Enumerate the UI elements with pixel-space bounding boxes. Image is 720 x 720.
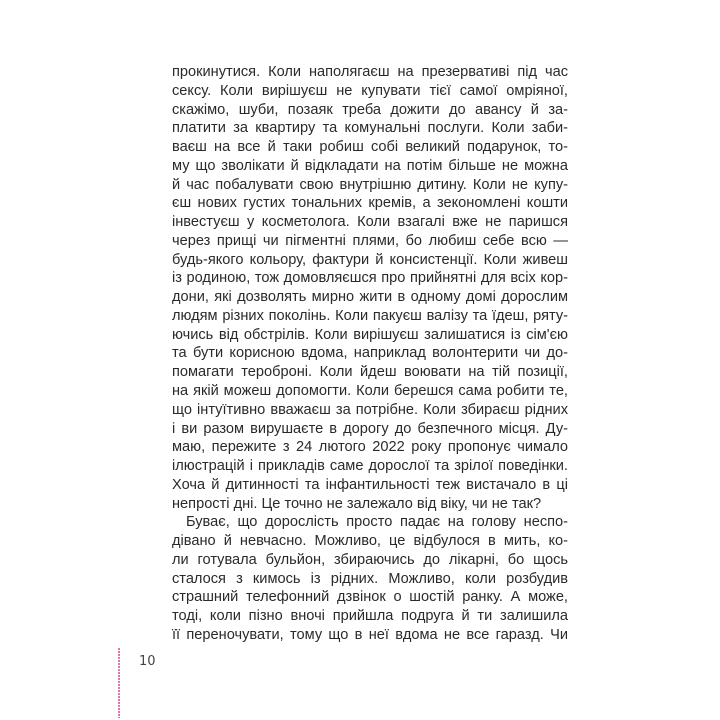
text-line: і ви разом вирушаєте в дорогу до безпечного місця. Ду- xyxy=(172,420,568,437)
text-line: що інтуїтивно вважаєш за потрібне. Коли збираєш рідних xyxy=(172,401,568,418)
text-line: будь-якого кольору, фактури й консистенції. Коли живеш xyxy=(172,251,568,268)
text-line: ючись від обстрілів. Коли вирішуєш залишатися із сім'єю xyxy=(172,326,568,343)
text-line: тоді, коли пізно вночі прийшла подруга й ти залишила xyxy=(172,608,568,625)
page-number: 10 xyxy=(139,654,156,669)
text-line: людям різних поколінь. Коли пакуєш валізу та їдеш, ряту- xyxy=(172,307,568,324)
text-line: прокинутися. Коли наполягаєш на презервативі під час xyxy=(172,64,568,80)
text-line: му що зволікати й відкладати на потім більше не можна xyxy=(172,157,568,174)
text-line: інвестуєш у косметолога. Коли взагалі вже не паришся xyxy=(172,214,568,231)
page-body-text xyxy=(172,63,568,645)
text-line: дівано й невчасно. Можливо, це відбулося в мить, ко- xyxy=(172,533,568,550)
text-line: й час побалувати свою внутрішню дитину. Коли не купу- xyxy=(172,176,568,193)
text-line: сексу. Коли вирішуєш не купувати тієї самої омріяної, xyxy=(172,82,568,99)
side-margin-mark xyxy=(118,648,120,718)
text-line: сталося з кимось із рідних. Можливо, коли розбудив xyxy=(172,570,568,587)
text-line: непрості дні. Це точно не залежало від віку, чи не так? xyxy=(172,495,542,512)
text-line: страшний телефонний дзвінок о шостій ранку. А може, xyxy=(172,589,568,606)
text-line: Хоча й дитинності та інфантильності теж вистачало в ці xyxy=(172,476,568,493)
text-line: платити за квартиру та комунальні послуги. Коли заби- xyxy=(172,120,568,137)
text-line: помагати тероброні. Коли йдеш воювати на тій позиції, xyxy=(172,364,568,381)
text-line: єш нових густих тональних кремів, а зекономлені кошти xyxy=(172,195,568,212)
text-line: на якій можеш допомогти. Коли берешся сама робити те, xyxy=(172,383,568,400)
text-line: із родиною, тож домовляєшся про прийнятні для всіх кор- xyxy=(172,270,568,287)
text-line: ваєш на все й таки робиш собі великий подарунок, то- xyxy=(172,139,568,156)
text-line: дони, які дозволять мирно жити в одному домі дорослим xyxy=(172,289,568,306)
text-line: через прищі чи пігментні плями, бо любиш себе всю — xyxy=(172,232,568,249)
text-line: ли готувала бульйон, збираючись до лікарні, бо щось xyxy=(172,551,568,568)
text-line: її переночувати, тому що в неї вдома не все гаразд. Чи xyxy=(172,626,568,643)
text-line: Буває, що дорослість просто падає на голову неспо- xyxy=(186,514,568,531)
text-line: ілюстрацій і прикладів саме дорослої та зрілої поведінки. xyxy=(172,458,568,475)
text-line: маю, пережите з 24 лютого 2022 року пропонує чимало xyxy=(172,439,568,456)
text-line: та бути корисною вдома, наприклад волонтерити чи до- xyxy=(172,345,568,362)
text-line: скажімо, шуби, позаяк треба дожити до авансу й за- xyxy=(172,101,568,118)
